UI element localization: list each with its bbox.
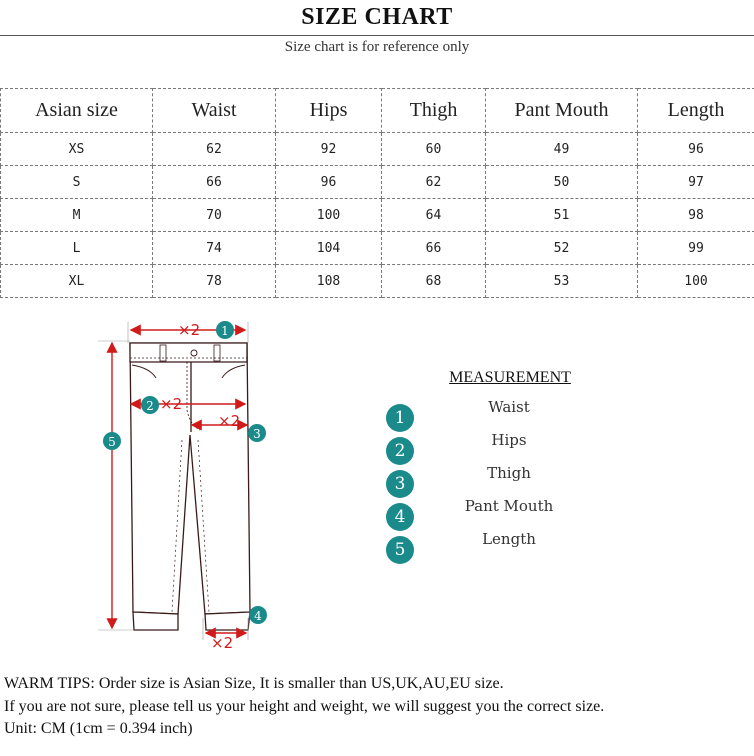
legend-badge-1: 1 — [386, 404, 414, 432]
legend-item-pant-mouth — [386, 497, 636, 533]
table-cell: 52 — [486, 232, 638, 265]
header-asian-size: Asian size — [1, 89, 153, 133]
table-cell: XL — [1, 265, 153, 298]
legend-label-length: Length — [482, 530, 536, 548]
table-cell: S — [1, 166, 153, 199]
tips-line-2: If you are not sure, please tell us your height and weight, we will suggest you the correct size. — [4, 697, 605, 715]
header-pant-mouth: Pant Mouth — [486, 89, 638, 133]
table-cell: 96 — [638, 133, 754, 166]
table-row — [1, 199, 754, 232]
legend-label-pant-mouth: Pant Mouth — [464, 497, 554, 515]
table-cell: 78 — [153, 265, 276, 298]
table-cell: 62 — [153, 133, 276, 166]
size-chart-table — [0, 88, 754, 298]
table-cell: 53 — [486, 265, 638, 298]
table-header-row — [1, 89, 754, 133]
table-cell: L — [1, 232, 153, 265]
table-cell: 68 — [382, 265, 486, 298]
pants-outline — [130, 343, 250, 630]
header-hips: Hips — [276, 89, 382, 133]
table-row — [1, 133, 754, 166]
measurement-title: MEASUREMENT — [449, 369, 571, 386]
callout-3-number: 3 — [253, 427, 261, 441]
table-cell: M — [1, 199, 153, 232]
pant-mouth-multiplier: ×2 — [211, 634, 234, 652]
table-cell: 66 — [382, 232, 486, 265]
legend-badge-5: 5 — [386, 536, 414, 564]
page-title: SIZE CHART — [301, 4, 453, 30]
callout-2 — [141, 396, 159, 414]
callout-3 — [248, 424, 266, 442]
table-cell: 99 — [638, 232, 754, 265]
table-cell: 98 — [638, 199, 754, 232]
table-cell: 70 — [153, 199, 276, 232]
header-waist: Waist — [153, 89, 276, 133]
table-cell: 92 — [276, 133, 382, 166]
warm-tips — [4, 673, 752, 741]
table-cell: XS — [1, 133, 153, 166]
table-cell: 104 — [276, 232, 382, 265]
table-cell: 49 — [486, 133, 638, 166]
table-cell: 66 — [153, 166, 276, 199]
waist-multiplier: ×2 — [178, 321, 201, 339]
table-cell: 97 — [638, 166, 754, 199]
table-row — [1, 232, 754, 265]
legend-label-thigh: Thigh — [487, 464, 531, 482]
table-cell: 74 — [153, 232, 276, 265]
page-subtitle: Size chart is for reference only — [284, 39, 470, 55]
table-cell: 96 — [276, 166, 382, 199]
table-row — [1, 265, 754, 298]
callout-5 — [103, 432, 121, 450]
legend-item-length — [386, 530, 636, 566]
legend-badge-2: 2 — [386, 437, 414, 465]
callout-4-number: 4 — [254, 609, 262, 623]
header-length: Length — [638, 89, 754, 133]
legend-label-waist: Waist — [488, 398, 530, 416]
header-thigh: Thigh — [382, 89, 486, 133]
callout-2-number: 2 — [146, 399, 154, 413]
tips-line-1: WARM TIPS: Order size is Asian Size, It is smaller than US,UK,AU,EU size. — [4, 675, 504, 692]
pants-diagram — [90, 312, 300, 657]
callout-1 — [216, 321, 234, 339]
table-cell: 60 — [382, 133, 486, 166]
tips-line-3: Unit: CM (1cm = 0.394 inch) — [4, 720, 193, 737]
hips-multiplier: ×2 — [160, 395, 183, 413]
legend-item-thigh — [386, 464, 636, 500]
legend-item-waist — [386, 398, 636, 434]
callout-5-number: 5 — [108, 435, 116, 449]
table-cell: 108 — [276, 265, 382, 298]
callout-1-number: 1 — [221, 324, 229, 338]
title-divider — [0, 35, 754, 36]
thigh-multiplier: ×2 — [218, 412, 241, 430]
callout-4 — [249, 606, 267, 624]
table-cell: 50 — [486, 166, 638, 199]
legend-label-hips: Hips — [491, 431, 527, 449]
legend-badge-4: 4 — [386, 503, 414, 531]
legend-badge-3: 3 — [386, 470, 414, 498]
legend-item-hips — [386, 431, 636, 467]
table-cell: 100 — [276, 199, 382, 232]
table-cell: 51 — [486, 199, 638, 232]
table-cell: 64 — [382, 199, 486, 232]
table-cell: 62 — [382, 166, 486, 199]
table-row — [1, 166, 754, 199]
table-cell: 100 — [638, 265, 754, 298]
